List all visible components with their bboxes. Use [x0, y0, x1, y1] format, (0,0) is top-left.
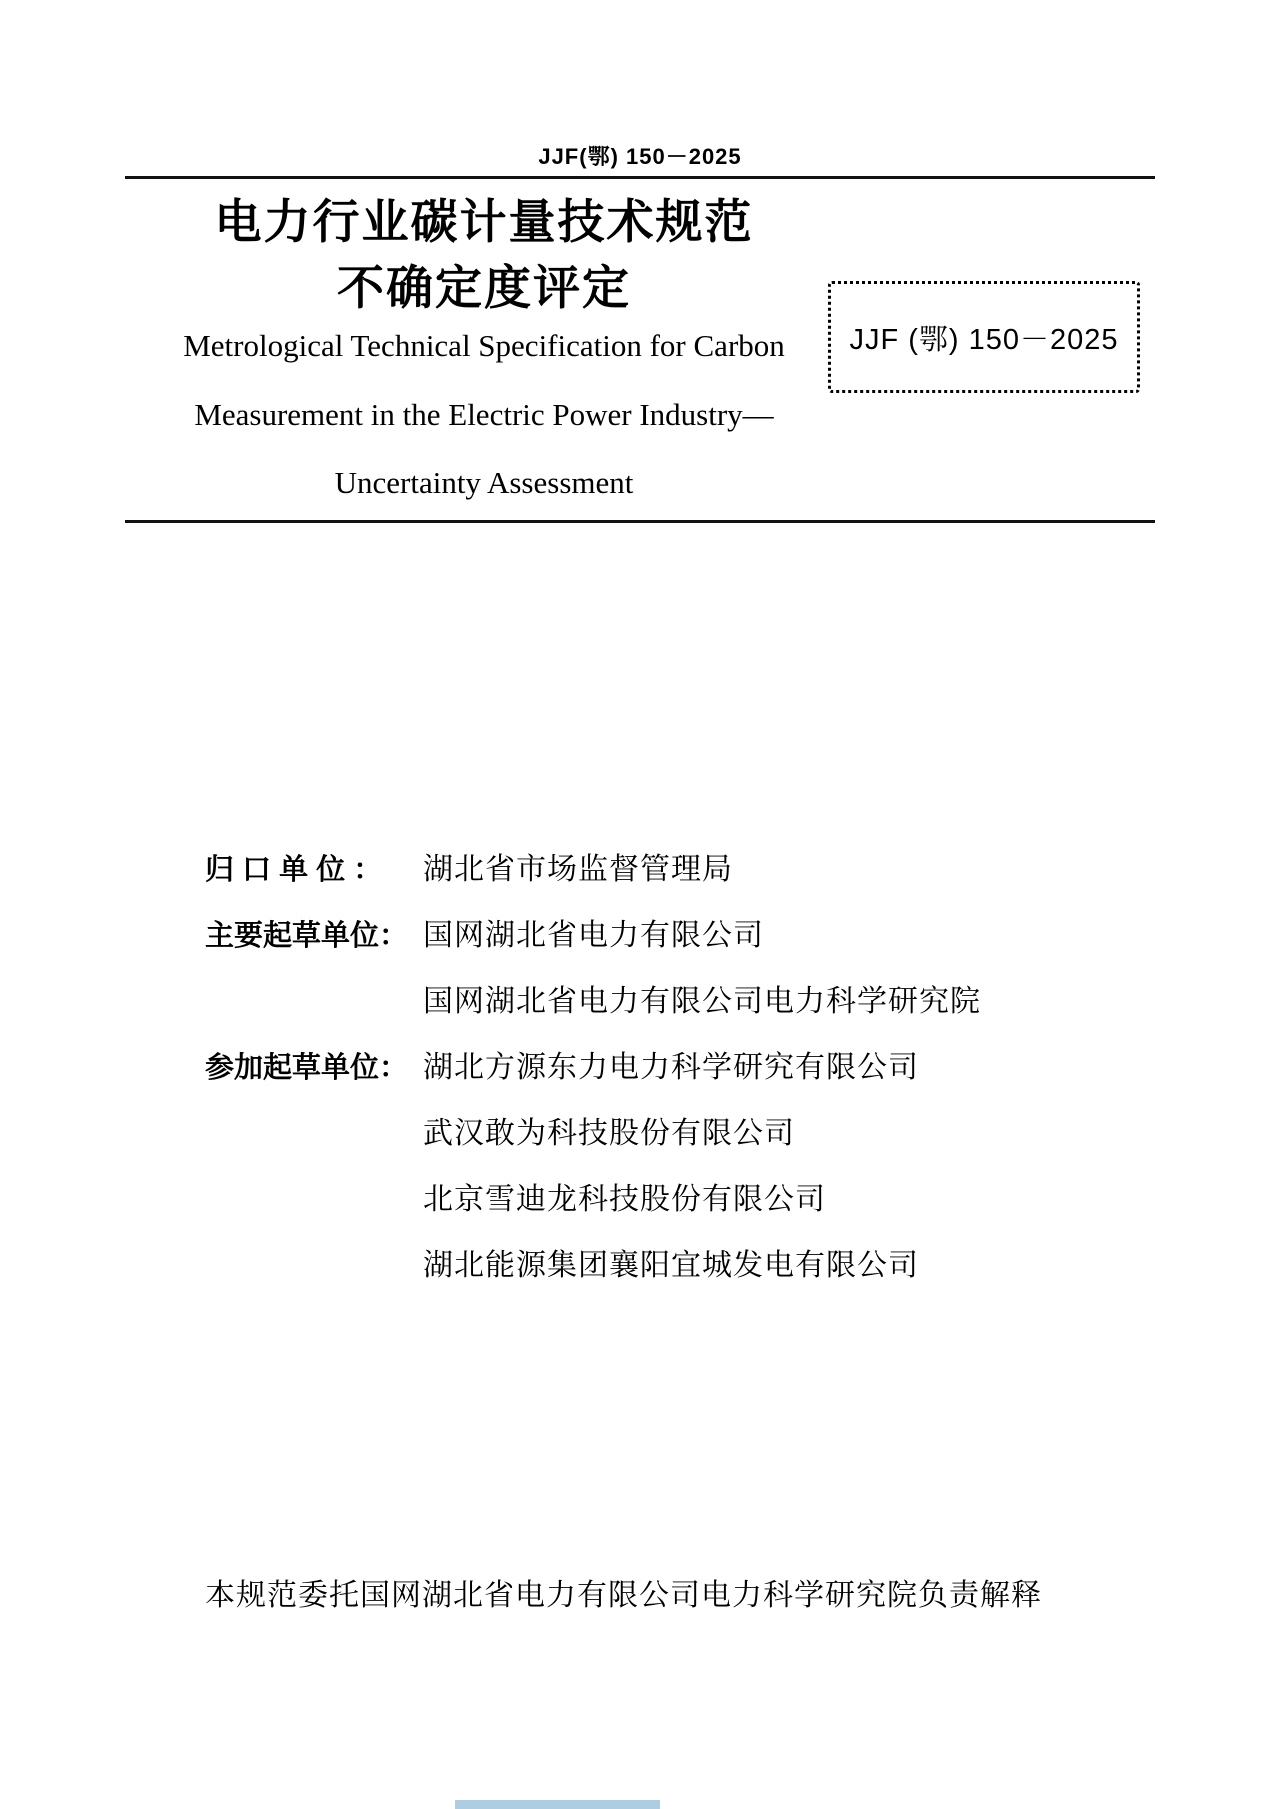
title-english-line2: Measurement in the Electric Power Industry— [194, 397, 774, 432]
info-label: 主要起草单位： [205, 920, 409, 952]
top-horizontal-rule [125, 176, 1155, 179]
page-edge-artifact [455, 1800, 660, 1809]
bottom-horizontal-rule [125, 520, 1155, 523]
info-value: 国网湖北省电力有限公司电力科学研究院 [423, 985, 981, 1018]
info-row-participating-unit-2 [205, 1116, 1105, 1182]
info-value: 湖北能源集团襄阳宜城发电有限公司 [423, 1249, 919, 1282]
standard-code-header: JJF(鄂) 150－2025 [538, 144, 742, 169]
standard-code-badge-text: JJF (鄂) 150－2025 [849, 323, 1119, 356]
info-row-participating-unit [205, 1050, 1105, 1116]
info-row-main-drafting-unit [205, 918, 1105, 984]
interpretation-note: 本规范委托国网湖北省电力有限公司电力科学研究院负责解释 [205, 1579, 1042, 1612]
info-value: 武汉敢为科技股份有限公司 [423, 1117, 795, 1150]
info-row-participating-unit-4 [205, 1248, 1105, 1314]
title-english-line1: Metrological Technical Specification for Carbon [183, 328, 785, 363]
info-label: 参加起草单位： [205, 1052, 409, 1084]
info-value: 湖北方源东力电力科学研究有限公司 [423, 1051, 919, 1084]
info-row-participating-unit-3 [205, 1182, 1105, 1248]
info-value: 北京雪迪龙科技股份有限公司 [423, 1183, 826, 1216]
drafting-info-block [205, 852, 1105, 1314]
info-row-centralized-unit [205, 852, 1105, 918]
title-english-line3: Uncertainty Assessment [334, 465, 634, 500]
title-chinese-line2: 不确定度评定 [337, 261, 631, 314]
standard-code-badge [828, 281, 1140, 393]
title-chinese-line1: 电力行业碳计量技术规范 [214, 195, 754, 248]
info-value: 国网湖北省电力有限公司 [423, 919, 764, 952]
info-row-main-drafting-unit-2 [205, 984, 1105, 1050]
info-value: 湖北省市场监督管理局 [423, 853, 733, 886]
info-label: 归 口 单 位 ： [205, 854, 383, 886]
